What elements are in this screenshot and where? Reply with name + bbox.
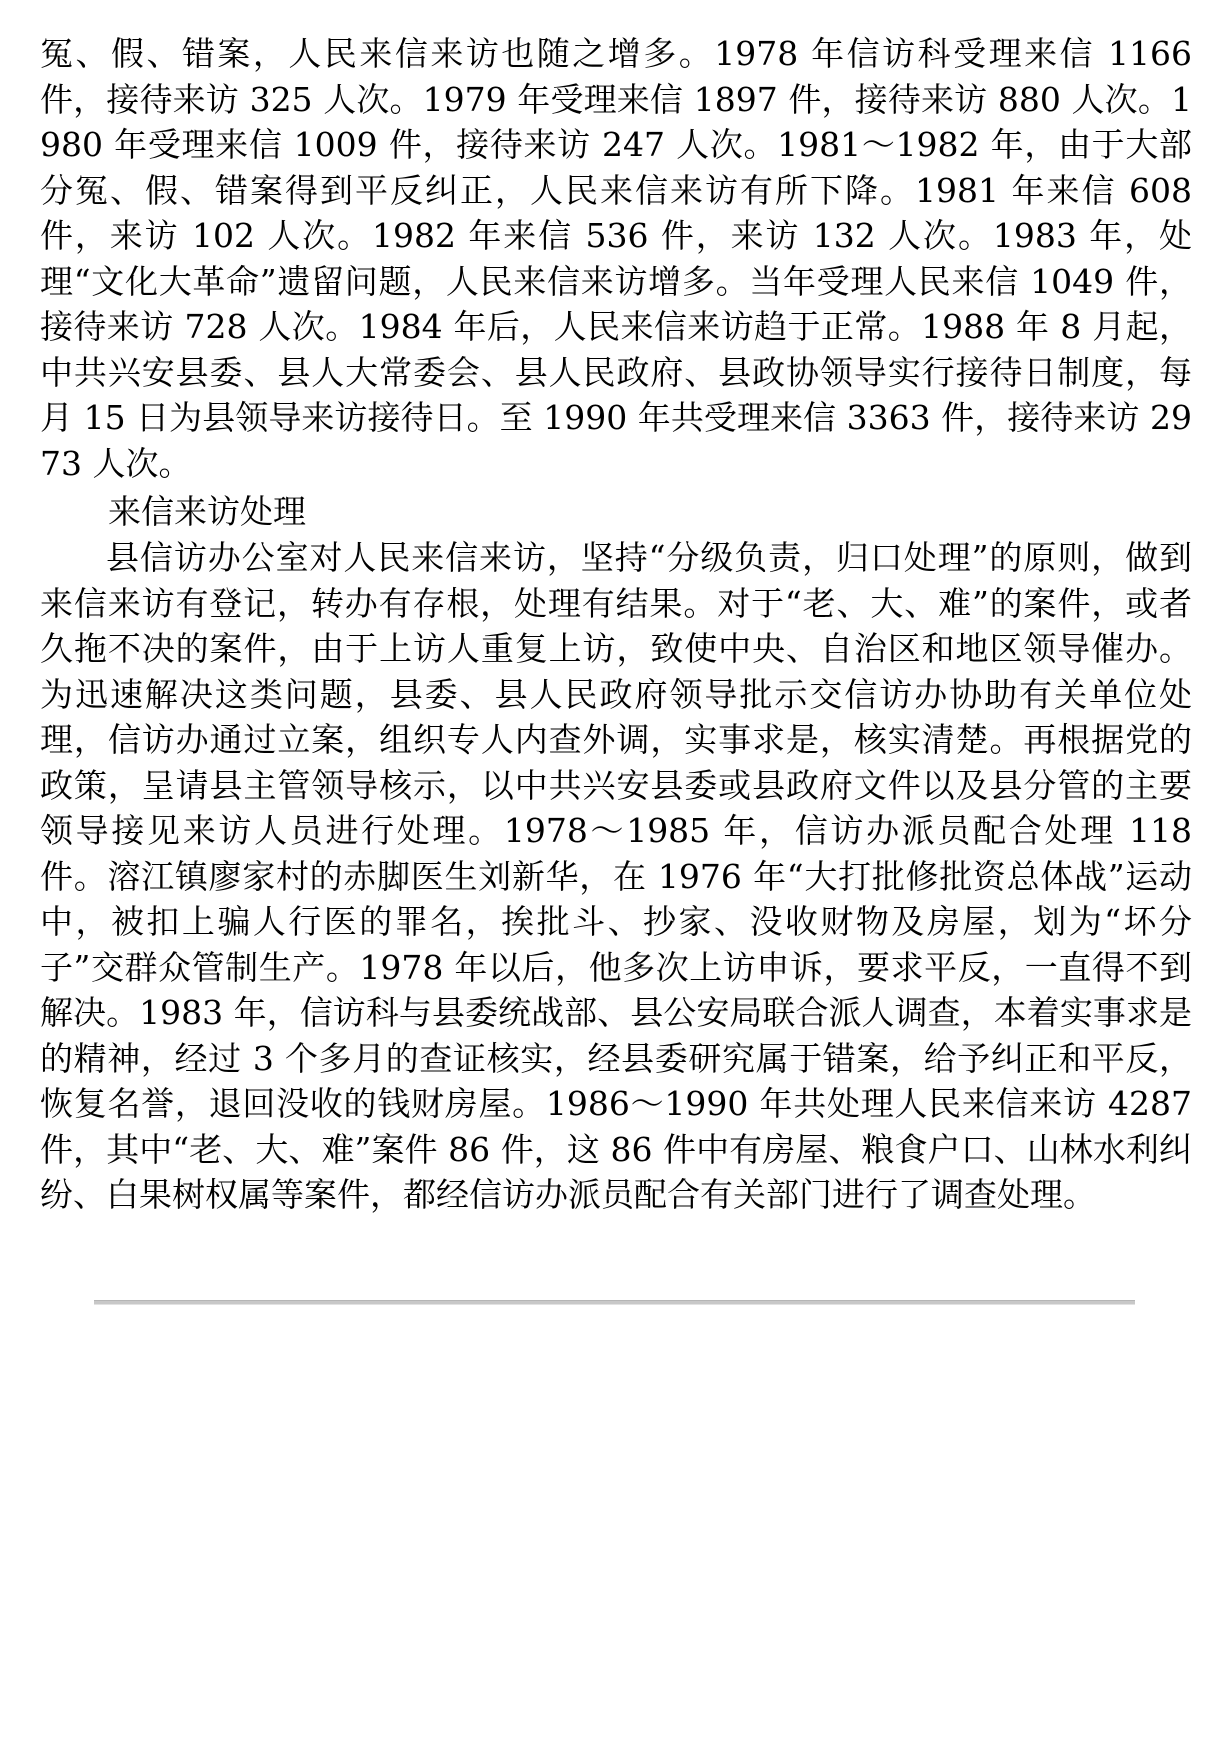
body-paragraph: 县信访办公室对人民来信来访，坚持“分级负责，归口处理”的原则，做到来信来访有登记，转办有存根，处理有结果。对于“老、大、难”的案件，或者久拖不决的案件，由于上访人重复上访，致使中央、自治区和地区领导催办。为迅速解决这类问题，县委、县人民政府领导批示交信访办协助有关单位处理，信访办通过立案，组织专人内查外调，实事求是，核实清楚。再根据党的政策，呈请县主管领导核示，以中共兴安县委或县政府文件以及县分管的主要领导接见来访人员进行处理。1978～1985 年，信访办派员配合处理 118 件。溶江镇廖家村的赤脚医生刘新华，在 1976 年“大打批修批资总体战”运动中，被扣上骗人行医的罪名，挨批斗、抄家、没收财物及房屋，划为“坏分子”交群众管制生产。1978 年以后，他多次上访申诉，要求平反，一直得不到解决。1983 年，信访科与县委统战部、县公安局联合派人调查，本着实事求是的精神，经过 3 个多月的查证核实，经县委研究属于错案，给予纠正和平反，恢复名誉，退回没收的钱财房屋。1986～1990 年共处理人民来信来访 4287 件，其中“老、大、难”案件 86 件，这 86 件中有房屋、粮食户口、山林水利纠纷、白果树权属等案件，都经信访办派员配合有关部门进行了调查处理。 <box>40 538 1192 1214</box>
section-heading: 来信来访处理 <box>108 492 306 531</box>
page-divider <box>94 1300 1135 1305</box>
body-paragraph: 冤、假、错案，人民来信来访也随之增多。1978 年信访科受理来信 1166 件，接待来访 325 人次。1979 年受理来信 1897 件，接待来访 880 人次。1980 年受理来信 1009 件，接待来访 247 人次。1981～1982 年，由于大部分冤、假、错案得到平反纠正，人民来信来访有所下降。1981 年来信 608 件，来访 102 人次。1982 年来信 536 件，来访 132 人次。1983 年，处理“文化大革命”遗留问题，人民来信来访增多。当年受理人民来信 1049 件，接待来访 728 人次。1984 年后，人民来信来访趋于正常。1988 年 8 月起，中共兴安县委、县人大常委会、县人民政府、县政协领导实行接待日制度，每月 15 日为县领导来访接待日。至 1990 年共受理来信 3363 件，接待来访 2973 人次。 <box>40 34 1192 483</box>
